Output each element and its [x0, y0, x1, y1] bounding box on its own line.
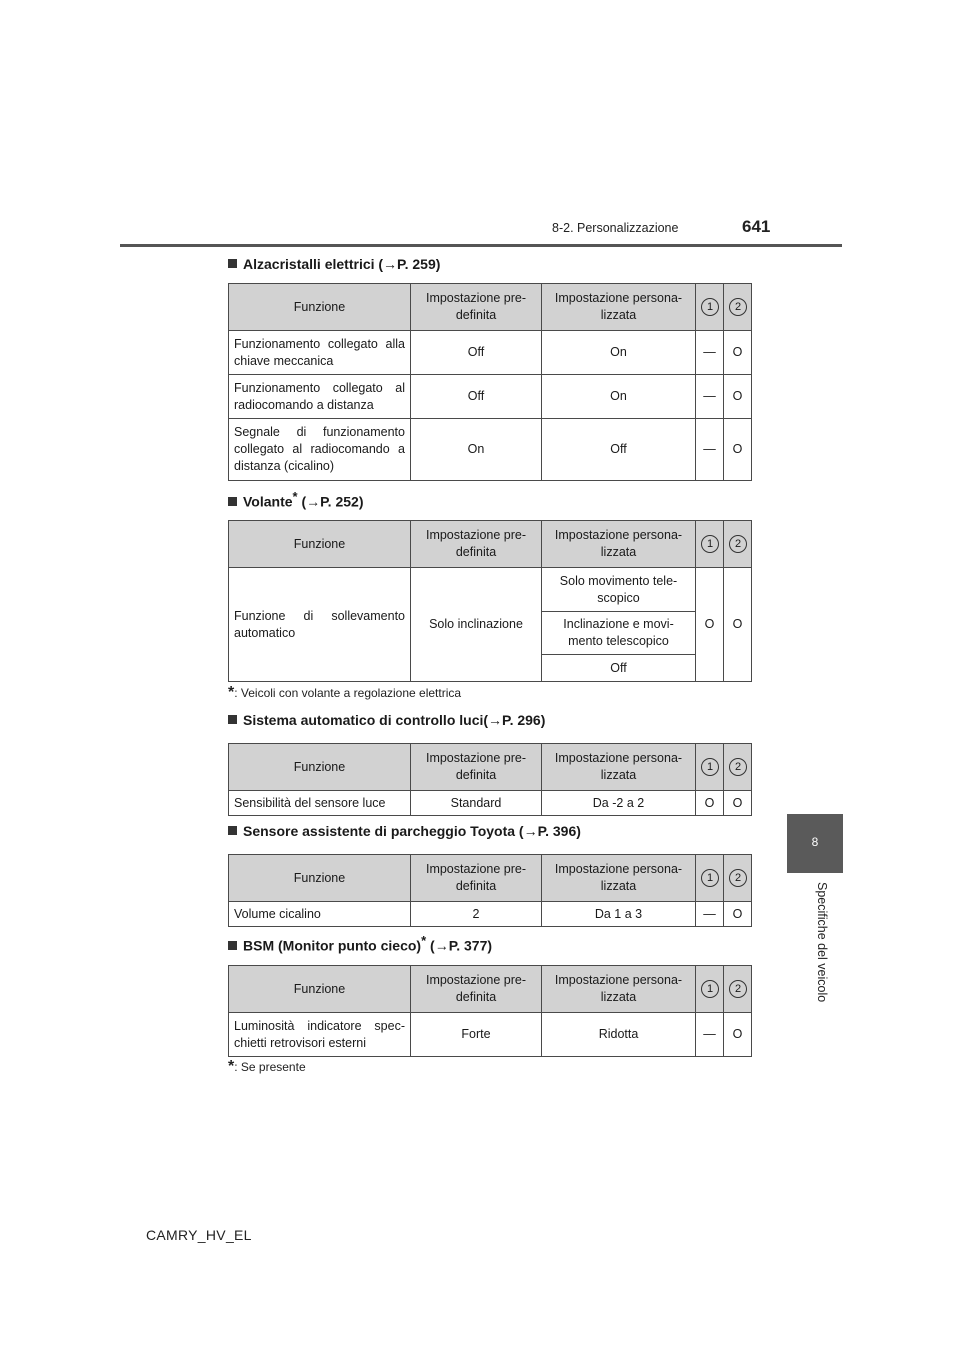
section-title-power-windows: Alzacristalli elettrici (→P. 259)	[228, 256, 440, 272]
cell-col1: —	[696, 375, 724, 419]
cell-default: 2	[411, 902, 542, 927]
cell-custom: Da 1 a 3	[542, 902, 696, 927]
header-divider	[120, 244, 842, 247]
header-custom: Impostazione persona-lizzata	[542, 521, 696, 568]
cell-function: Funzionamento collegato alla chiave meccanica	[229, 331, 411, 375]
table-row	[229, 375, 752, 419]
header-function: Funzione	[229, 744, 411, 791]
header-col2	[724, 284, 752, 331]
header-col2	[724, 855, 752, 902]
square-bullet-icon	[228, 715, 237, 724]
cell-col1: O	[696, 568, 724, 682]
cell-custom-option: Inclinazione e movi-mento telescopico	[542, 612, 696, 655]
cell-function: Funzionamento collegato al radiocomando a distanza	[229, 375, 411, 419]
cell-default: Off	[411, 331, 542, 375]
cell-col2: O	[724, 791, 752, 816]
header-col1	[696, 855, 724, 902]
auto-lights-table	[228, 743, 752, 816]
table-header-row	[229, 744, 752, 791]
table-row	[229, 902, 752, 927]
cell-col1: —	[696, 902, 724, 927]
header-default: Impostazione pre-definita	[411, 284, 542, 331]
cell-col2: O	[724, 1013, 752, 1057]
cell-custom: On	[542, 331, 696, 375]
page-number: 641	[742, 217, 771, 236]
circled-1-icon: 1	[701, 535, 719, 553]
section-title-bsm: BSM (Monitor punto cieco)* (→P. 377)	[228, 933, 492, 954]
table-header-row	[229, 855, 752, 902]
cell-function: Segnale di funzionamento collegato al radiocomando a distanza (cicalino)	[229, 419, 411, 481]
circled-2-icon: 2	[729, 869, 747, 887]
chapter-tab: 8	[787, 814, 843, 873]
section-title-parking-assist: Sensore assistente di parcheggio Toyota (→P. 396)	[228, 823, 581, 839]
header-col1	[696, 521, 724, 568]
table-row	[229, 331, 752, 375]
parking-assist-table	[228, 854, 752, 927]
footnote-mark: *	[292, 489, 298, 504]
header-function: Funzione	[229, 521, 411, 568]
header-default: Impostazione pre-definita	[411, 855, 542, 902]
cell-col2: O	[724, 419, 752, 481]
power-windows-table	[228, 283, 752, 481]
cell-custom: Da -2 a 2	[542, 791, 696, 816]
chapter-title: Specifiche del veicolo	[815, 882, 829, 1003]
cell-col1: —	[696, 419, 724, 481]
circled-1-icon: 1	[701, 869, 719, 887]
cell-col2: O	[724, 568, 752, 682]
table-header-row	[229, 521, 752, 568]
header-col1	[696, 284, 724, 331]
cell-function: Sensibilità del sensore luce	[229, 791, 411, 816]
header-col2	[724, 521, 752, 568]
table-header-row	[229, 966, 752, 1013]
cell-function: Funzione di sollevamento automatico	[229, 568, 411, 682]
cell-custom: Ridotta	[542, 1013, 696, 1057]
cell-default: Solo inclinazione	[411, 568, 542, 682]
square-bullet-icon	[228, 941, 237, 950]
cell-col2: O	[724, 902, 752, 927]
cell-col1: —	[696, 1013, 724, 1057]
circled-2-icon: 2	[729, 980, 747, 998]
table-row	[229, 791, 752, 816]
header-default: Impostazione pre-definita	[411, 966, 542, 1013]
section-breadcrumb: 8-2. Personalizzazione	[552, 221, 679, 235]
header-custom: Impostazione persona-lizzata	[542, 855, 696, 902]
cell-default: Forte	[411, 1013, 542, 1057]
cell-custom: Off	[542, 419, 696, 481]
square-bullet-icon	[228, 826, 237, 835]
header-col2	[724, 966, 752, 1013]
bsm-table	[228, 965, 752, 1057]
header-col1	[696, 966, 724, 1013]
header-function: Funzione	[229, 966, 411, 1013]
footnote-mark: *	[421, 933, 427, 948]
cell-default: Standard	[411, 791, 542, 816]
circled-2-icon: 2	[729, 298, 747, 316]
circled-1-icon: 1	[701, 758, 719, 776]
cell-col1: —	[696, 331, 724, 375]
circled-2-icon: 2	[729, 535, 747, 553]
cell-col2: O	[724, 331, 752, 375]
table-row	[229, 419, 752, 481]
square-bullet-icon	[228, 259, 237, 268]
section-title-steering-wheel: Volante* (→P. 252)	[228, 489, 363, 510]
header-custom: Impostazione persona-lizzata	[542, 744, 696, 791]
steering-wheel-table	[228, 520, 752, 682]
table-header-row	[229, 284, 752, 331]
cell-default: On	[411, 419, 542, 481]
cell-function: Luminosità indicatore spec-chietti retrovisori esterni	[229, 1013, 411, 1057]
header-function: Funzione	[229, 855, 411, 902]
table-row	[229, 1013, 752, 1057]
table-row	[229, 568, 752, 612]
cell-custom: On	[542, 375, 696, 419]
header-default: Impostazione pre-definita	[411, 521, 542, 568]
cell-col1: O	[696, 791, 724, 816]
circled-1-icon: 1	[701, 980, 719, 998]
footnote: *: Veicoli con volante a regolazione elettrica	[228, 684, 462, 701]
square-bullet-icon	[228, 497, 237, 506]
section-title-auto-lights: Sistema automatico di controllo luci(→P. 296)	[228, 712, 545, 728]
cell-custom-option: Off	[542, 655, 696, 682]
footnote: *: Se presente	[228, 1058, 306, 1075]
header-col2	[724, 744, 752, 791]
header-custom: Impostazione persona-lizzata	[542, 284, 696, 331]
model-code: CAMRY_HV_EL	[146, 1227, 252, 1243]
cell-function: Volume cicalino	[229, 902, 411, 927]
circled-1-icon: 1	[701, 298, 719, 316]
header-custom: Impostazione persona-lizzata	[542, 966, 696, 1013]
cell-default: Off	[411, 375, 542, 419]
cell-custom-option: Solo movimento tele-scopico	[542, 568, 696, 612]
header-function: Funzione	[229, 284, 411, 331]
circled-2-icon: 2	[729, 758, 747, 776]
header-default: Impostazione pre-definita	[411, 744, 542, 791]
cell-col2: O	[724, 375, 752, 419]
header-col1	[696, 744, 724, 791]
